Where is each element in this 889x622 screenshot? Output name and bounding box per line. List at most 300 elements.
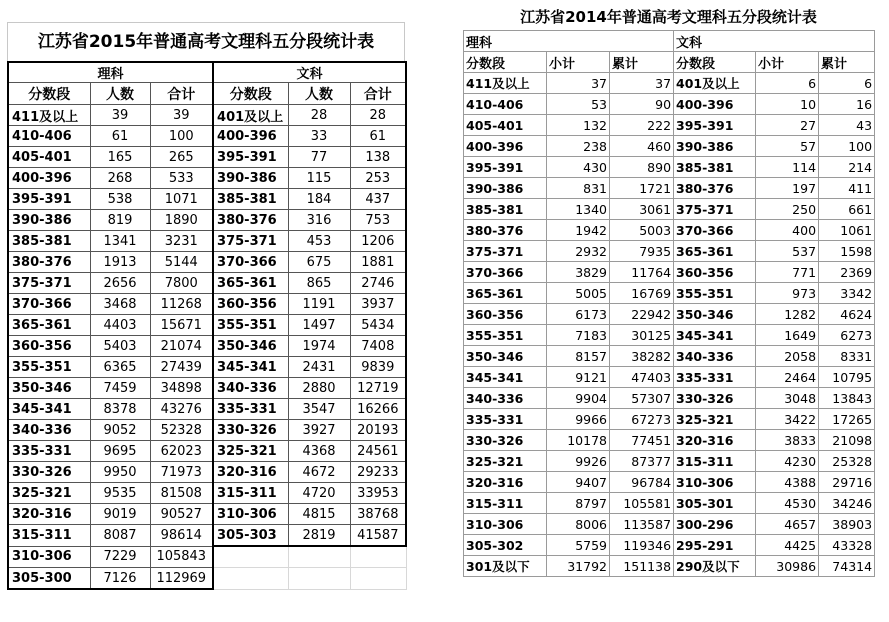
score-range-cell: 375-371 [674, 199, 756, 220]
score-range-cell: 410-406 [8, 126, 90, 147]
score-range-cell: 375-371 [8, 273, 90, 294]
score-range-cell: 355-351 [674, 283, 756, 304]
table-row [464, 430, 875, 451]
cumulative-cell: 16 [819, 94, 875, 115]
subtotal-cell: 6173 [547, 304, 610, 325]
subtotal-cell: 37 [547, 73, 610, 94]
subtotal-cell: 57 [756, 136, 819, 157]
table-row [8, 483, 406, 504]
cumulative-cell: 28 [350, 105, 406, 126]
score-range-cell: 400-396 [8, 168, 90, 189]
count-cell: 2656 [90, 273, 150, 294]
subtotal-cell: 8797 [547, 493, 610, 514]
count-cell: 268 [90, 168, 150, 189]
cumulative-cell: 38903 [819, 514, 875, 535]
column-header: 累计 [610, 52, 674, 73]
score-range-cell: 320-316 [674, 430, 756, 451]
cumulative-cell: 29233 [350, 462, 406, 483]
score-range-cell: 385-381 [674, 157, 756, 178]
cumulative-cell: 90 [610, 94, 674, 115]
table-row [8, 105, 406, 126]
table-row [8, 294, 406, 315]
score-range-cell: 390-386 [8, 210, 90, 231]
count-cell: 3547 [288, 399, 350, 420]
score-range-cell: 330-326 [464, 430, 547, 451]
score-range-cell: 395-391 [213, 147, 288, 168]
score-range-cell: 350-346 [674, 304, 756, 325]
table-row [464, 493, 875, 514]
score-range-cell: 345-341 [213, 357, 288, 378]
count-cell: 61 [90, 126, 150, 147]
cumulative-cell: 43276 [150, 399, 213, 420]
score-range-cell: 395-391 [464, 157, 547, 178]
table-row [464, 472, 875, 493]
subtotal-cell: 9966 [547, 409, 610, 430]
subtotal-cell: 1649 [756, 325, 819, 346]
cumulative-cell: 100 [819, 136, 875, 157]
count-cell: 77 [288, 147, 350, 168]
count-cell: 1341 [90, 231, 150, 252]
cumulative-cell [350, 546, 406, 568]
column-header: 人数 [288, 83, 350, 105]
score-range-cell: 325-321 [8, 483, 90, 504]
subtotal-cell: 1942 [547, 220, 610, 241]
table-row [8, 189, 406, 210]
subtotal-cell: 3048 [756, 388, 819, 409]
score-range-cell: 325-321 [213, 441, 288, 462]
subtotal-cell: 430 [547, 157, 610, 178]
cumulative-cell: 1890 [150, 210, 213, 231]
cumulative-cell: 87377 [610, 451, 674, 472]
cumulative-cell: 1598 [819, 241, 875, 262]
score-range-cell: 335-331 [464, 409, 547, 430]
cumulative-cell: 533 [150, 168, 213, 189]
subtotal-cell: 4230 [756, 451, 819, 472]
table-row [464, 346, 875, 367]
cumulative-cell: 96784 [610, 472, 674, 493]
table-row [8, 441, 406, 462]
count-cell: 1191 [288, 294, 350, 315]
table-2014 [463, 4, 874, 577]
cumulative-cell: 4624 [819, 304, 875, 325]
cumulative-cell: 39 [150, 105, 213, 126]
score-range-cell: 360-356 [213, 294, 288, 315]
score-range-cell: 380-376 [8, 252, 90, 273]
score-range-cell: 315-311 [8, 525, 90, 547]
score-range-cell: 411及以上 [8, 105, 90, 126]
subtotal-cell: 9904 [547, 388, 610, 409]
subtotal-cell: 7183 [547, 325, 610, 346]
score-range-cell: 310-306 [464, 514, 547, 535]
score-range-cell: 370-366 [213, 252, 288, 273]
score-range-cell: 401及以上 [213, 105, 288, 126]
cumulative-cell: 15671 [150, 315, 213, 336]
column-header: 分数段 [213, 83, 288, 105]
cumulative-cell: 38282 [610, 346, 674, 367]
cumulative-cell: 61 [350, 126, 406, 147]
cumulative-cell: 138 [350, 147, 406, 168]
subtotal-cell: 8006 [547, 514, 610, 535]
table-row [464, 451, 875, 472]
score-range-cell: 375-371 [464, 241, 547, 262]
count-cell: 9019 [90, 504, 150, 525]
cumulative-cell: 5434 [350, 315, 406, 336]
cumulative-cell: 265 [150, 147, 213, 168]
table-row [464, 220, 875, 241]
cumulative-cell: 1071 [150, 189, 213, 210]
table-row [464, 367, 875, 388]
cumulative-cell: 34246 [819, 493, 875, 514]
cumulative-cell: 105581 [610, 493, 674, 514]
column-header-row [464, 52, 875, 73]
score-range-cell: 320-316 [8, 504, 90, 525]
table-row [464, 535, 875, 556]
cumulative-cell: 753 [350, 210, 406, 231]
table-row [8, 399, 406, 420]
subtotal-cell: 27 [756, 115, 819, 136]
cumulative-cell: 113587 [610, 514, 674, 535]
cumulative-cell: 1061 [819, 220, 875, 241]
cumulative-cell: 6 [819, 73, 875, 94]
count-cell: 3468 [90, 294, 150, 315]
subtotal-cell: 197 [756, 178, 819, 199]
score-range-cell: 340-336 [8, 420, 90, 441]
table-2015 [7, 22, 405, 590]
subtotal-cell: 132 [547, 115, 610, 136]
score-range-cell: 310-306 [213, 504, 288, 525]
score-range-cell [213, 546, 288, 568]
cumulative-cell: 3231 [150, 231, 213, 252]
count-cell: 1913 [90, 252, 150, 273]
cumulative-cell: 57307 [610, 388, 674, 409]
cumulative-cell: 9839 [350, 357, 406, 378]
score-range-cell: 390-386 [213, 168, 288, 189]
subtotal-cell: 53 [547, 94, 610, 115]
cumulative-cell: 21098 [819, 430, 875, 451]
score-range-cell: 380-376 [213, 210, 288, 231]
cumulative-cell: 100 [150, 126, 213, 147]
score-range-cell: 410-406 [464, 94, 547, 115]
score-range-cell: 345-341 [674, 325, 756, 346]
subtotal-cell: 4388 [756, 472, 819, 493]
cumulative-cell: 38768 [350, 504, 406, 525]
score-range-cell: 365-361 [464, 283, 547, 304]
cumulative-cell: 71973 [150, 462, 213, 483]
count-cell: 184 [288, 189, 350, 210]
count-cell: 6365 [90, 357, 150, 378]
column-header: 累计 [819, 52, 875, 73]
table-row [8, 336, 406, 357]
cumulative-cell: 411 [819, 178, 875, 199]
table-row [464, 199, 875, 220]
score-range-cell: 310-306 [8, 546, 90, 568]
score-range-cell: 370-366 [674, 220, 756, 241]
table-row [464, 325, 875, 346]
score-range-cell: 400-396 [464, 136, 547, 157]
score-range-cell: 305-302 [464, 535, 547, 556]
score-range-cell: 350-346 [213, 336, 288, 357]
subtotal-cell: 238 [547, 136, 610, 157]
score-range-cell: 380-376 [464, 220, 547, 241]
cumulative-cell: 5003 [610, 220, 674, 241]
table-row [8, 546, 406, 568]
cumulative-cell: 62023 [150, 441, 213, 462]
count-cell: 316 [288, 210, 350, 231]
table-row [464, 178, 875, 199]
cumulative-cell: 2746 [350, 273, 406, 294]
count-cell [288, 568, 350, 590]
score-range-cell: 330-326 [674, 388, 756, 409]
cumulative-cell: 8331 [819, 346, 875, 367]
cumulative-cell: 112969 [150, 568, 213, 590]
score-range-cell: 365-361 [8, 315, 90, 336]
count-cell: 9950 [90, 462, 150, 483]
score-range-cell: 345-341 [8, 399, 90, 420]
subtotal-cell: 3422 [756, 409, 819, 430]
table-row [8, 126, 406, 147]
score-range-cell: 305-301 [674, 493, 756, 514]
cumulative-cell: 253 [350, 168, 406, 189]
cumulative-cell: 1721 [610, 178, 674, 199]
count-cell: 538 [90, 189, 150, 210]
cumulative-cell: 37 [610, 73, 674, 94]
table-row [8, 378, 406, 399]
table-2015-title: 江苏省2015年普通高考文理科五分段统计表 [7, 22, 405, 61]
table-row [8, 315, 406, 336]
score-range-cell: 360-356 [674, 262, 756, 283]
table-row [464, 262, 875, 283]
subtotal-cell: 771 [756, 262, 819, 283]
subtotal-cell: 6 [756, 73, 819, 94]
subtotal-cell: 5005 [547, 283, 610, 304]
cumulative-cell: 22942 [610, 304, 674, 325]
count-cell: 28 [288, 105, 350, 126]
cumulative-cell: 77451 [610, 430, 674, 451]
cumulative-cell: 105843 [150, 546, 213, 568]
cumulative-cell: 214 [819, 157, 875, 178]
score-range-cell: 310-306 [674, 472, 756, 493]
count-cell: 1497 [288, 315, 350, 336]
score-range-cell: 350-346 [464, 346, 547, 367]
cumulative-cell: 2369 [819, 262, 875, 283]
cumulative-cell: 25328 [819, 451, 875, 472]
count-cell: 39 [90, 105, 150, 126]
score-range-cell: 300-296 [674, 514, 756, 535]
score-range-cell: 325-321 [464, 451, 547, 472]
table-row [8, 210, 406, 231]
table-row [8, 252, 406, 273]
count-cell: 5403 [90, 336, 150, 357]
table-row [8, 525, 406, 547]
table-2014-title: 江苏省2014年普通高考文理科五分段统计表 [520, 8, 817, 26]
score-range-cell: 380-376 [674, 178, 756, 199]
count-cell: 9535 [90, 483, 150, 504]
cumulative-cell: 21074 [150, 336, 213, 357]
cumulative-cell: 67273 [610, 409, 674, 430]
table-row [464, 241, 875, 262]
score-range-cell: 335-331 [8, 441, 90, 462]
count-cell: 8378 [90, 399, 150, 420]
cumulative-cell: 29716 [819, 472, 875, 493]
score-range-cell: 355-351 [464, 325, 547, 346]
score-range-cell: 325-321 [674, 409, 756, 430]
column-header: 人数 [90, 83, 150, 105]
score-range-cell: 385-381 [213, 189, 288, 210]
cumulative-cell: 3937 [350, 294, 406, 315]
count-cell: 4672 [288, 462, 350, 483]
cumulative-cell: 81508 [150, 483, 213, 504]
table-row [8, 147, 406, 168]
score-range-cell: 301及以下 [464, 556, 547, 577]
subtotal-cell: 9407 [547, 472, 610, 493]
column-header: 分数段 [8, 83, 90, 105]
cumulative-cell: 3061 [610, 199, 674, 220]
subtotal-cell: 31792 [547, 556, 610, 577]
count-cell: 865 [288, 273, 350, 294]
score-range-cell: 315-311 [464, 493, 547, 514]
count-cell: 4720 [288, 483, 350, 504]
subtotal-cell: 400 [756, 220, 819, 241]
table-row [8, 168, 406, 189]
score-range-cell: 405-401 [464, 115, 547, 136]
score-range-cell [213, 568, 288, 590]
cumulative-cell [350, 568, 406, 590]
cumulative-cell: 5144 [150, 252, 213, 273]
score-range-cell: 330-326 [213, 420, 288, 441]
score-range-cell: 400-396 [674, 94, 756, 115]
cumulative-cell: 7935 [610, 241, 674, 262]
count-cell: 2431 [288, 357, 350, 378]
subtotal-cell: 973 [756, 283, 819, 304]
cumulative-cell: 16266 [350, 399, 406, 420]
subtotal-cell: 3829 [547, 262, 610, 283]
subtotal-cell: 9121 [547, 367, 610, 388]
cumulative-cell: 30125 [610, 325, 674, 346]
subtotal-cell: 10 [756, 94, 819, 115]
score-range-cell: 400-396 [213, 126, 288, 147]
column-header: 分数段 [464, 52, 547, 73]
subtotal-cell: 831 [547, 178, 610, 199]
subtotal-cell: 10178 [547, 430, 610, 451]
table-row [464, 157, 875, 178]
count-cell: 115 [288, 168, 350, 189]
science-group-header: 理科 [464, 31, 674, 52]
science-group-header: 理科 [8, 62, 213, 83]
table-row [8, 273, 406, 294]
score-range-cell: 360-356 [464, 304, 547, 325]
subtotal-cell: 9926 [547, 451, 610, 472]
cumulative-cell: 52328 [150, 420, 213, 441]
subtotal-cell: 5759 [547, 535, 610, 556]
score-range-cell: 340-336 [213, 378, 288, 399]
score-range-cell: 360-356 [8, 336, 90, 357]
column-header-row [8, 83, 406, 105]
score-range-cell: 340-336 [464, 388, 547, 409]
score-range-cell: 395-391 [8, 189, 90, 210]
cumulative-cell: 41587 [350, 525, 406, 547]
score-range-cell: 350-346 [8, 378, 90, 399]
subtotal-cell: 3833 [756, 430, 819, 451]
cumulative-cell: 33953 [350, 483, 406, 504]
count-cell: 7126 [90, 568, 150, 590]
subtotal-cell: 2058 [756, 346, 819, 367]
subtotal-cell: 1340 [547, 199, 610, 220]
cumulative-cell: 11764 [610, 262, 674, 283]
subtotal-cell: 114 [756, 157, 819, 178]
score-range-cell: 405-401 [8, 147, 90, 168]
table-row [8, 231, 406, 252]
score-range-cell: 411及以上 [464, 73, 547, 94]
cumulative-cell: 7408 [350, 336, 406, 357]
cumulative-cell: 460 [610, 136, 674, 157]
score-range-cell: 315-311 [674, 451, 756, 472]
column-header: 合计 [150, 83, 213, 105]
score-range-cell: 295-291 [674, 535, 756, 556]
count-cell: 4815 [288, 504, 350, 525]
column-header: 小计 [547, 52, 610, 73]
count-cell: 819 [90, 210, 150, 231]
count-cell [288, 546, 350, 568]
subtotal-cell: 250 [756, 199, 819, 220]
score-range-cell: 370-366 [464, 262, 547, 283]
table-row [464, 94, 875, 115]
count-cell: 4403 [90, 315, 150, 336]
cumulative-cell: 24561 [350, 441, 406, 462]
score-range-cell: 370-366 [8, 294, 90, 315]
count-cell: 8087 [90, 525, 150, 547]
table-row [8, 568, 406, 590]
cumulative-cell: 27439 [150, 357, 213, 378]
score-range-cell: 345-341 [464, 367, 547, 388]
cumulative-cell: 661 [819, 199, 875, 220]
table-row [8, 462, 406, 483]
arts-group-header: 文科 [674, 31, 875, 52]
column-header: 分数段 [674, 52, 756, 73]
count-cell: 7229 [90, 546, 150, 568]
column-header: 小计 [756, 52, 819, 73]
table-row [8, 357, 406, 378]
count-cell: 7459 [90, 378, 150, 399]
table-row [464, 514, 875, 535]
score-range-cell: 330-326 [8, 462, 90, 483]
cumulative-cell: 11268 [150, 294, 213, 315]
cumulative-cell: 17265 [819, 409, 875, 430]
score-range-cell: 355-351 [8, 357, 90, 378]
count-cell: 165 [90, 147, 150, 168]
cumulative-cell: 10795 [819, 367, 875, 388]
score-range-cell: 375-371 [213, 231, 288, 252]
count-cell: 453 [288, 231, 350, 252]
subtotal-cell: 30986 [756, 556, 819, 577]
score-range-cell: 385-381 [8, 231, 90, 252]
table-row [464, 304, 875, 325]
score-range-cell: 335-331 [213, 399, 288, 420]
count-cell: 9695 [90, 441, 150, 462]
subtotal-cell: 4425 [756, 535, 819, 556]
score-range-cell: 320-316 [213, 462, 288, 483]
table-row [464, 136, 875, 157]
score-range-cell: 305-300 [8, 568, 90, 590]
table-row [464, 388, 875, 409]
cumulative-cell: 1206 [350, 231, 406, 252]
cumulative-cell: 16769 [610, 283, 674, 304]
table-row [464, 283, 875, 304]
cumulative-cell: 34898 [150, 378, 213, 399]
count-cell: 1974 [288, 336, 350, 357]
subtotal-cell: 2932 [547, 241, 610, 262]
subtotal-cell: 4657 [756, 514, 819, 535]
table-row [464, 409, 875, 430]
